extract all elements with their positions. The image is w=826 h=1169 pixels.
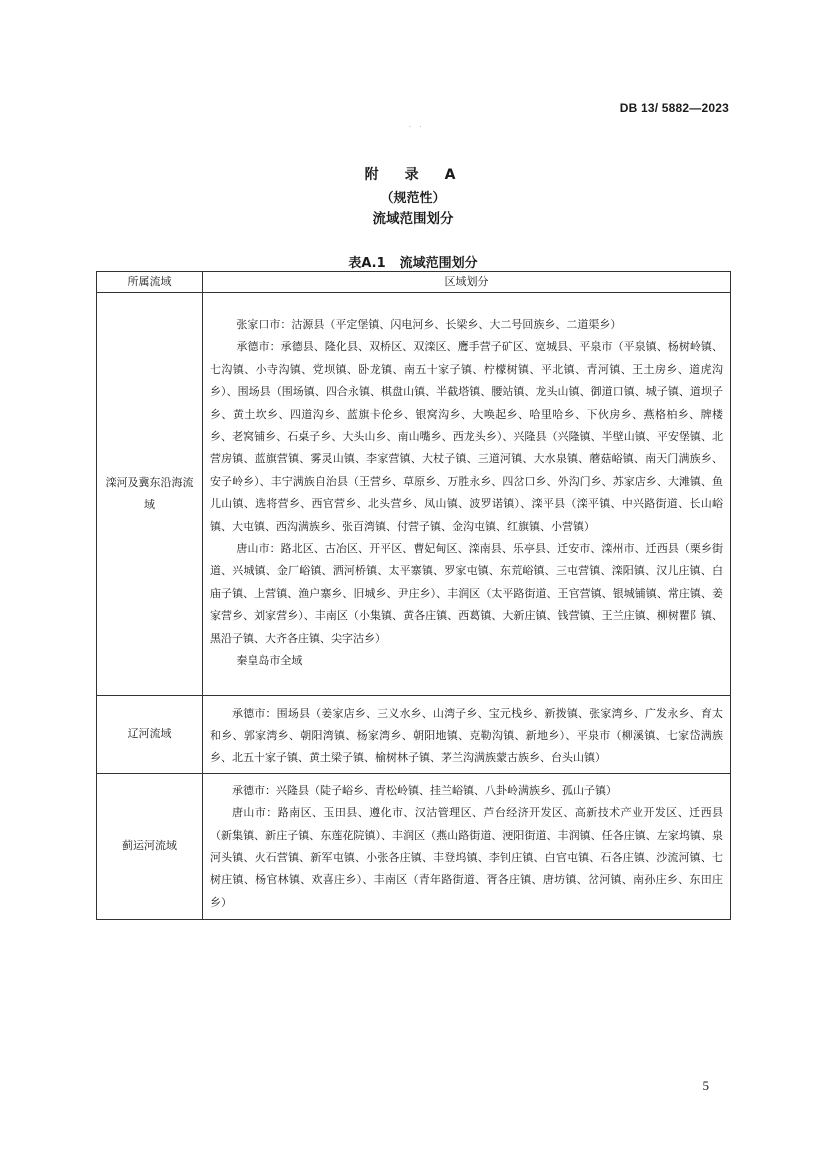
table-row [97,773,731,919]
annex-type: （规范性） [380,191,446,206]
table-row [97,695,731,773]
column-header-basin: 所属流域 [97,272,203,293]
basin-name-cell: 蓟运河流域 [97,773,203,919]
table-caption-text: 流域范围划分 [399,256,478,271]
region-paragraph: 承德市：围场县（姜家店乡、三义水乡、山湾子乡、宝元栈乡、新拨镇、张家湾乡、广发永乡、育太和乡、郭家湾乡、朝阳湾镇、杨家湾乡、朝阳地镇、克勒沟镇、新地乡）、平泉市（柳溪镇、七家岱满族乡、北五十家子镇、黄土梁子镇、榆树林子镇、茅兰沟满族蒙古族乡、台头山镇） [210,706,723,765]
basin-name-cell: 辽河流域 [97,695,203,773]
region-paragraph: 唐山市：路北区、古冶区、开平区、曹妃甸区、滦南县、乐亭县、迁安市、滦州市、迁西县（栗乡街道、兴城镇、金厂峪镇、洒河桥镇、太平寨镇、罗家屯镇、东荒峪镇、三屯营镇、滦阳镇、汉儿庄镇、白庙子镇、上营镇、渔户寨乡、旧城乡、尹庄乡）、丰润区（太平路街道、王官营镇、银城铺镇、常庄镇、姜家营乡、刘家营乡）、丰南区（小集镇、黄各庄镇、西葛镇、大新庄镇、钱营镇、王兰庄镇、柳树瞿阝镇、黑沿子镇、大齐各庄镇、尖字沽乡） [210,542,723,645]
region-division-cell [203,695,731,773]
region-paragraph: 承德市：兴隆县（陡子峪乡、青松岭镇、挂兰峪镇、八卦岭满族乡、孤山子镇） [232,783,617,797]
table-header-row [97,272,731,293]
basin-name-cell: 滦河及冀东沿海流域 [97,293,203,696]
region-division-cell [203,293,731,696]
column-header-regions: 区域划分 [203,272,731,293]
table-caption-number: 表A.1 [348,256,386,271]
basin-division-table [96,271,731,920]
table-row [97,293,731,696]
region-paragraph: 秦皇岛市全域 [236,654,303,668]
region-paragraph: 承德市：承德县、隆化县、双桥区、双滦区、鹰手营子矿区、宽城县、平泉市（平泉镇、杨树岭镇、七沟镇、小寺沟镇、党坝镇、卧龙镇、南五十家子镇、柠檬树镇、平北镇、青河镇、王土房乡、道虎沟乡）、围场县（围场镇、四合永镇、棋盘山镇、半截塔镇、腰站镇、龙头山镇、御道口镇、城子镇、道坝子乡、黄土坎乡、四道沟乡、蓝旗卡伦乡、银窝沟乡、大唤起乡、哈里哈乡、下伙房乡、燕格柏乡、牌楼乡、老窝铺乡、石桌子乡、大头山乡、南山嘴乡、西龙头乡）、兴隆县（兴隆镇、半壁山镇、平安堡镇、北营房镇、蓝旗营镇、雾灵山镇、李家营镇、大杖子镇、三道河镇、大水泉镇、蘑菇峪镇、南天门满族乡、安子岭乡）、丰宁满族自治县（王营乡、草原乡、万胜永乡、四岔口乡、外沟门乡、苏家店乡、大滩镇、鱼儿山镇、选将营乡、西官营乡、北头营乡、凤山镇、波罗诺镇）、滦平县（滦平镇、中兴路街道、长山峪镇、大屯镇、西沟满族乡、张百湾镇、付营子镇、金沟屯镇、红旗镇、小营镇） [210,340,723,533]
annex-title: 附 录 A [364,167,462,183]
annex-name: 流域范围划分 [372,211,454,227]
standard-code: DB 13/ 5882—2023 [619,101,729,115]
page-number: 5 [702,1078,709,1093]
table-caption [0,252,826,271]
region-paragraph: 唐山市：路南区、玉田县、遵化市、汉沽管理区、芦台经济开发区、高新技术产业开发区、迁西县（新集镇、新庄子镇、东莲花院镇）、丰润区（燕山路街道、浭阳街道、丰润镇、任各庄镇、左家坞镇、泉河头镇、火石营镇、新军屯镇、小张各庄镇、丰登坞镇、李钊庄镇、白官屯镇、石各庄镇、沙流河镇、七树庄镇、杨官林镇、欢喜庄乡）、丰南区（青年路街道、胥各庄镇、唐坊镇、岔河镇、南孙庄乡、东田庄乡） [210,806,723,909]
region-paragraph: 张家口市：沽源县（平定堡镇、闪电河乡、长梁乡、大二号回族乡、二道渠乡） [236,318,622,331]
header-dots: · · [409,123,425,131]
region-division-cell [203,773,731,919]
